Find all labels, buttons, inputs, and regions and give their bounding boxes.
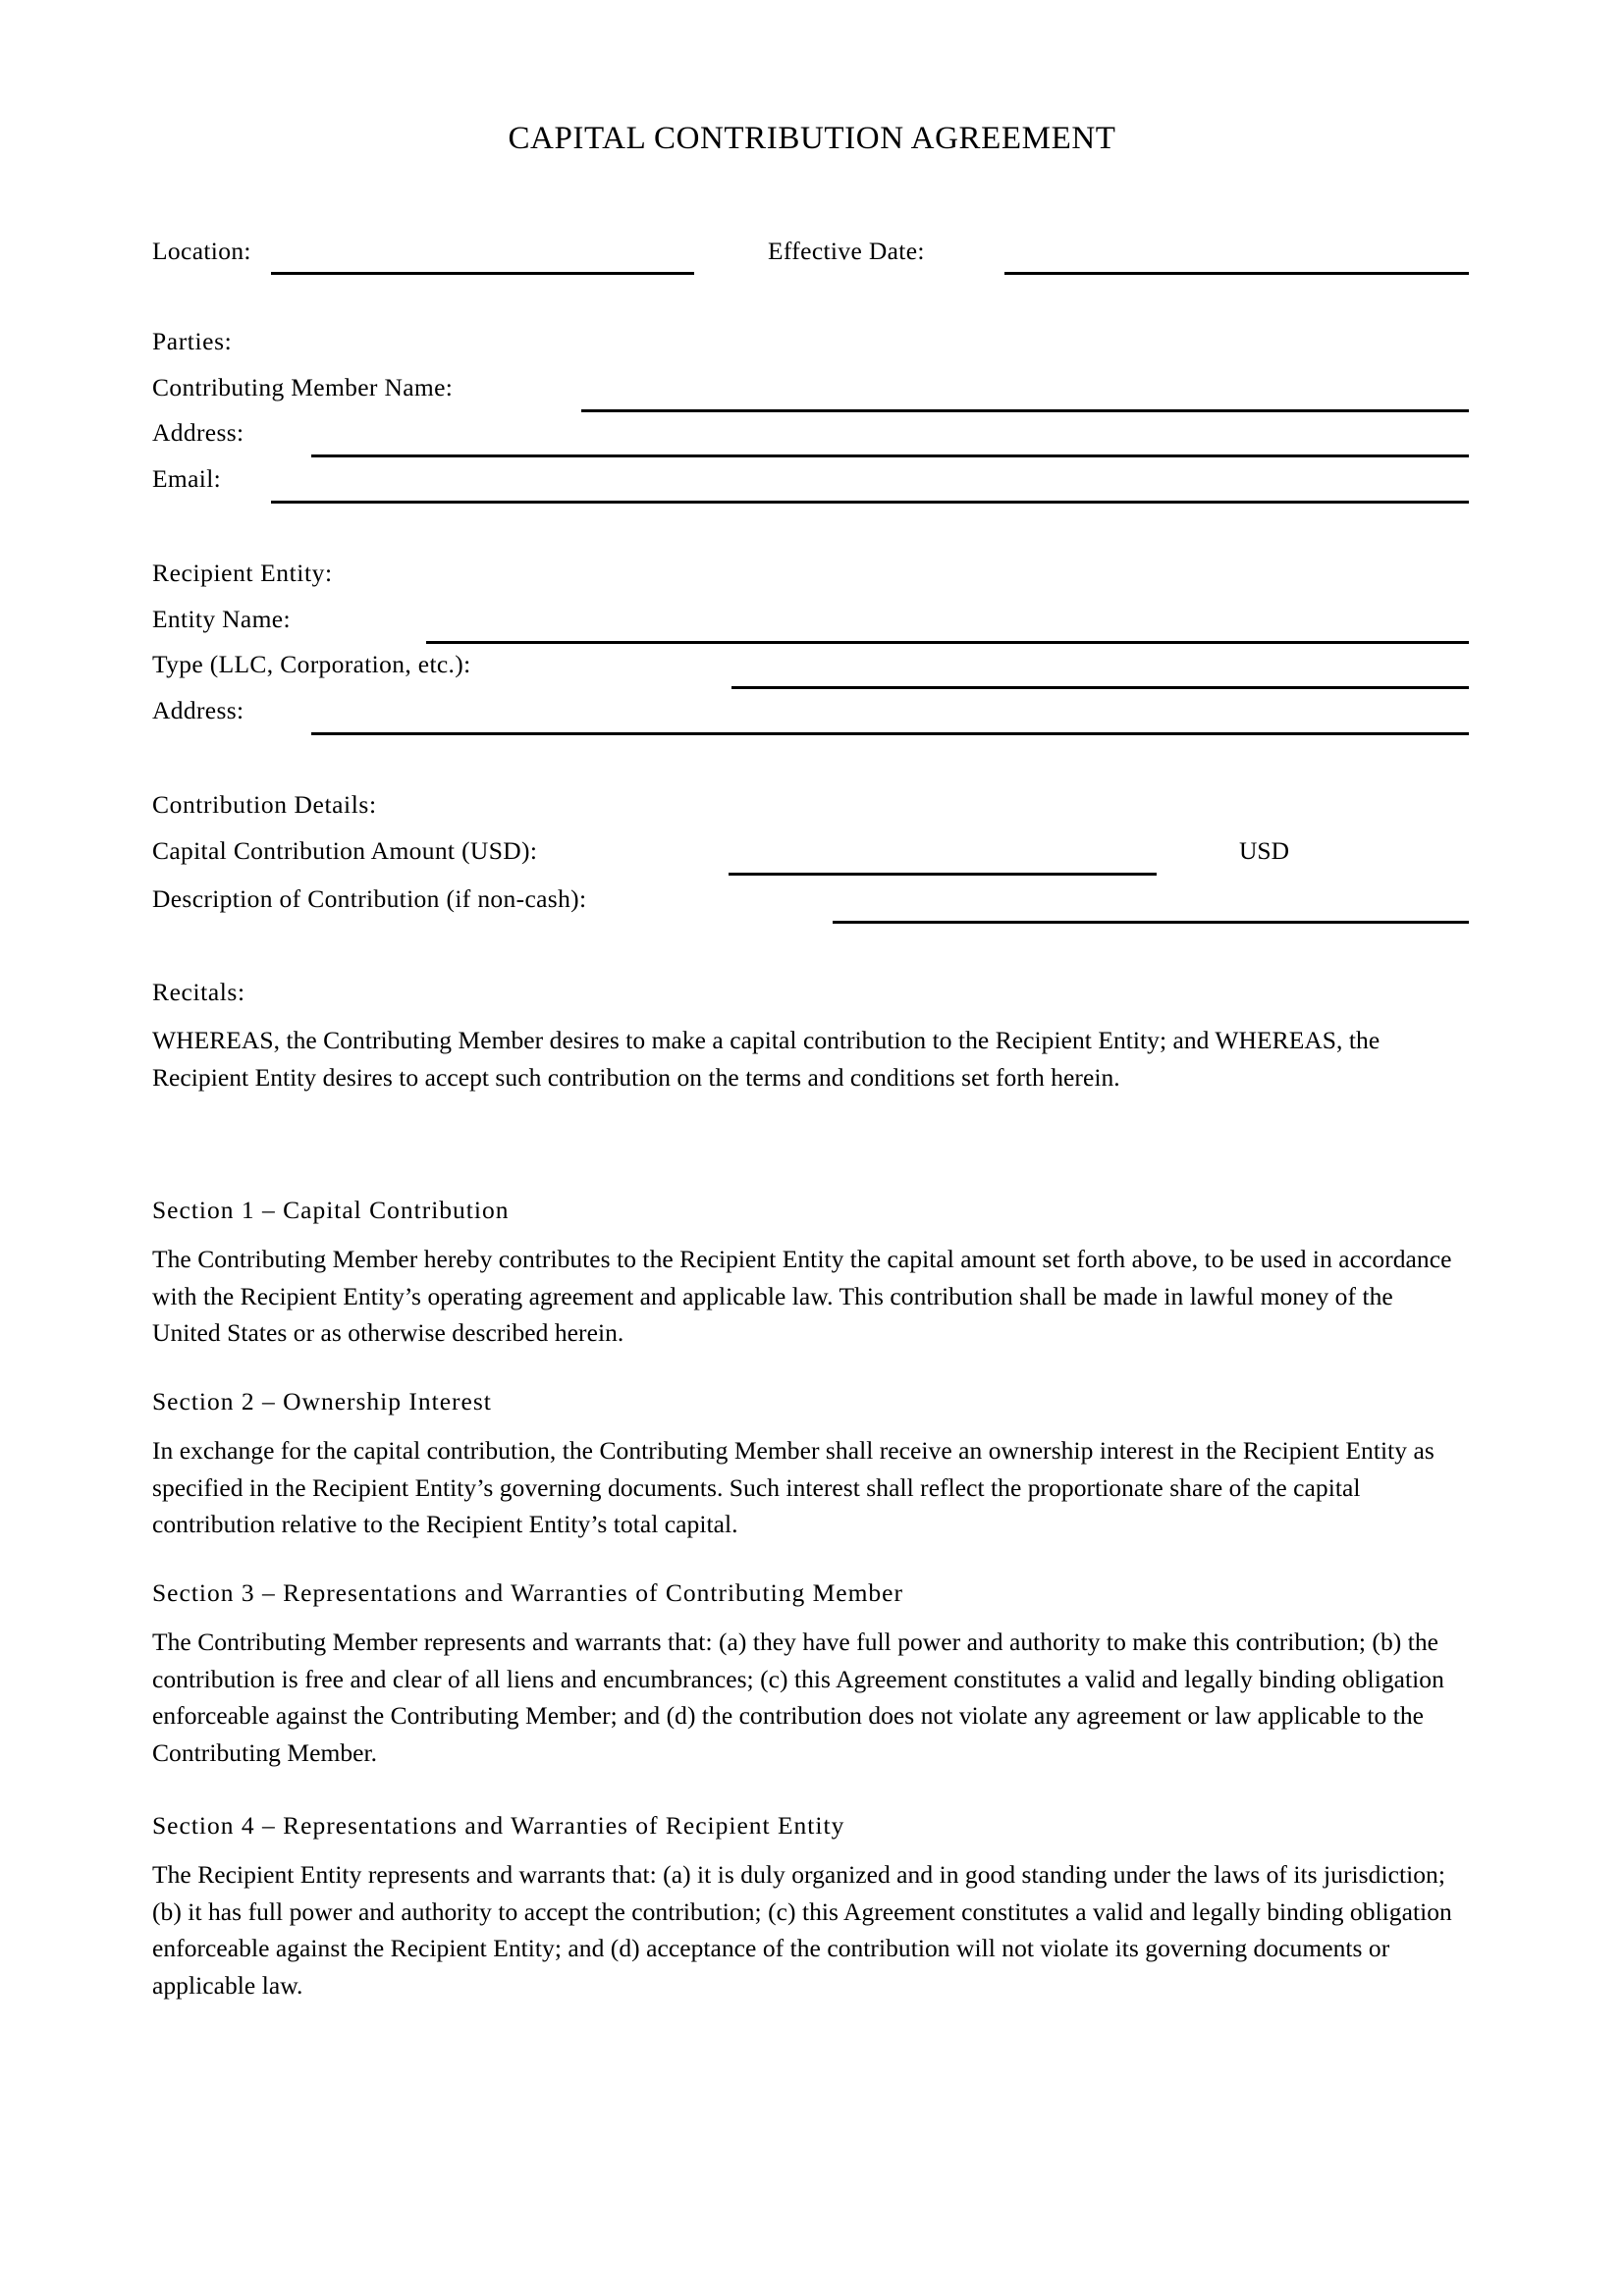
contribution-description-label: Description of Contribution (if non-cash): xyxy=(152,884,587,913)
capital-contribution-amount-label: Capital Contribution Amount (USD): xyxy=(152,836,538,865)
section-2-heading: Section 2 – Ownership Interest xyxy=(152,1387,492,1415)
section-3-body: The Contributing Member represents and warrants that: (a) they have full power and authority to make this contribution; (b) the contribution is free and clear of all liens and encumbrances; (c) this Agreement constitutes a valid and legally binding obligation enforceable against the Contributing Member; and (d) the contribution does not violate any agreement or law applicable to the Contributing Member. xyxy=(152,1628,1444,1767)
recipient-entity-group-label: Recipient Entity: xyxy=(152,559,333,587)
capital-contribution-amount-input-rule[interactable] xyxy=(729,873,1157,876)
entity-name-input-rule[interactable] xyxy=(426,641,1469,644)
contributing-member-email-label: Email: xyxy=(152,464,222,493)
contribution-details-group-label: Contribution Details: xyxy=(152,790,377,819)
currency-suffix-label: USD xyxy=(1239,836,1290,865)
section-4-heading: Section 4 – Representations and Warranties of Recipient Entity xyxy=(152,1811,845,1840)
parties-group-label: Parties: xyxy=(152,327,233,355)
entity-type-input-rule[interactable] xyxy=(731,686,1469,689)
location-input-rule[interactable] xyxy=(271,272,694,275)
section-1-body: The Contributing Member hereby contributes to the Recipient Entity the capital amount set forth above, to be used in accordance with the Recipient Entity’s operating agreement and applicable law. This contribution shall be made in lawful money of the United States or as otherwise described herein. xyxy=(152,1245,1452,1347)
contributing-member-name-label: Contributing Member Name: xyxy=(152,373,454,401)
entity-type-label: Type (LLC, Corporation, etc.): xyxy=(152,650,471,678)
section-3-heading: Section 3 – Representations and Warranties of Contributing Member xyxy=(152,1578,903,1607)
effective-date-label: Effective Date: xyxy=(768,237,925,265)
contributing-member-name-input-rule[interactable] xyxy=(581,409,1469,412)
contributing-member-address-label: Address: xyxy=(152,418,244,447)
recitals-group-label: Recitals: xyxy=(152,978,245,1006)
section-4-body: The Recipient Entity represents and warrants that: (a) it is duly organized and in good standing under the laws of its jurisdiction; (b) it has full power and authority to accept the contribution; (c) this Agreement constitutes a valid and legally binding obligation enforceable against the Recipient Entity; and (d) acceptance of the contribution will not violate its governing documents or applicable law. xyxy=(152,1860,1452,2000)
contribution-description-input-rule[interactable] xyxy=(833,921,1469,924)
location-label: Location: xyxy=(152,237,251,265)
section-1-heading: Section 1 – Capital Contribution xyxy=(152,1196,510,1224)
contributing-member-email-input-rule[interactable] xyxy=(271,501,1469,504)
entity-name-label: Entity Name: xyxy=(152,605,291,633)
effective-date-input-rule[interactable] xyxy=(1004,272,1469,275)
section-2-body: In exchange for the capital contribution, the Contributing Member shall receive an ownership interest in the Recipient Entity as specified in the Recipient Entity’s governing documents. Such interest shall reflect the proportionate share of the capital contribution relative to the Recipient Entity’s total capital. xyxy=(152,1436,1435,1538)
page-title: CAPITAL CONTRIBUTION AGREEMENT xyxy=(508,121,1116,156)
contributing-member-address-input-rule[interactable] xyxy=(311,454,1469,457)
recitals-paragraph: WHEREAS, the Contributing Member desires to make a capital contribution to the Recipient Entity; and WHEREAS, the Recipient Entity desires to accept such contribution on the terms and conditions set forth herein. xyxy=(152,1026,1380,1092)
recipient-entity-address-input-rule[interactable] xyxy=(311,732,1469,735)
recipient-entity-address-label: Address: xyxy=(152,696,244,724)
